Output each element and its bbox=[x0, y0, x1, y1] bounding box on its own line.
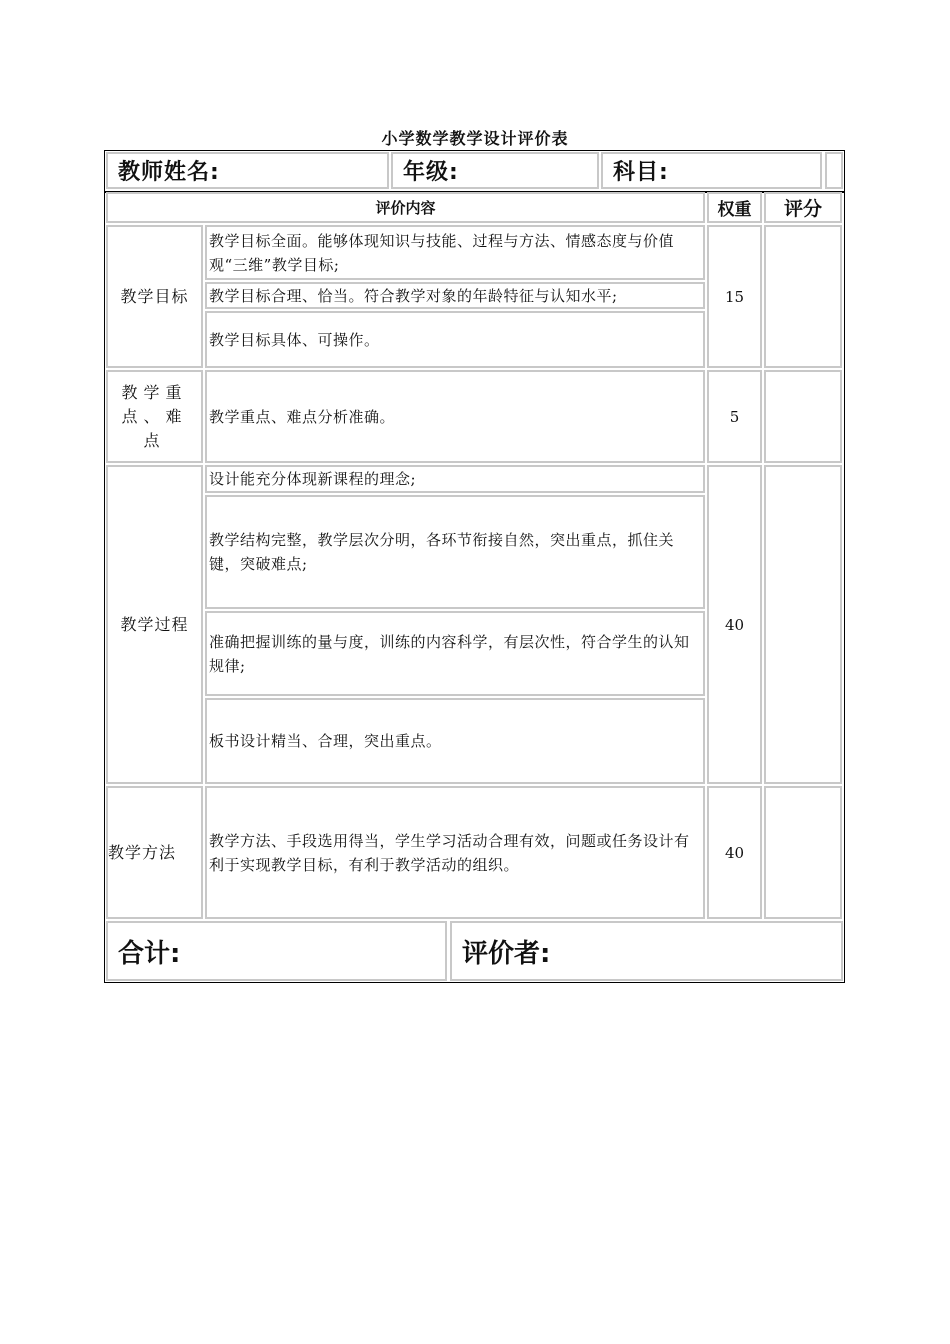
criterion-item: 准确把握训练的量与度，训练的内容科学，有层次性，符合学生的认知规律; bbox=[205, 611, 705, 696]
criterion-item: 教学目标全面。能够体现知识与技能、过程与方法、情感态度与价值观“三维”教学目标; bbox=[205, 225, 705, 280]
section-label-process: 教学过程 bbox=[106, 465, 203, 784]
criterion-item: 教学结构完整，教学层次分明，各环节衔接自然，突出重点，抓住关键，突破难点; bbox=[205, 495, 705, 609]
criterion-item: 教学目标具体、可操作。 bbox=[205, 311, 705, 368]
criterion-item: 教学方法、手段选用得当，学生学习活动合理有效，问题或任务设计有利于实现教学目标，有利于教学活动的组织。 bbox=[205, 786, 705, 919]
evaluator-cell[interactable] bbox=[450, 921, 843, 981]
evaluator-label: 评价者: bbox=[462, 938, 551, 969]
grade-cell[interactable] bbox=[391, 152, 599, 189]
criterion-item: 设计能充分体现新课程的理念; bbox=[205, 465, 705, 493]
weight-value: 40 bbox=[707, 786, 762, 919]
subject-label: 科目: bbox=[613, 160, 669, 185]
content-column-header: 评价内容 bbox=[106, 192, 705, 223]
score-column-header: 评分 bbox=[764, 192, 842, 223]
grade-label: 年级: bbox=[403, 160, 459, 185]
header-blank-cell bbox=[825, 152, 843, 189]
criterion-item: 教学重点、难点分析准确。 bbox=[205, 370, 705, 463]
section-label-objectives: 教学目标 bbox=[106, 225, 203, 368]
score-input-key-points[interactable] bbox=[764, 370, 842, 463]
criterion-item: 板书设计精当、合理，突出重点。 bbox=[205, 698, 705, 784]
criterion-item: 教学目标合理、恰当。符合教学对象的年龄特征与认知水平; bbox=[205, 282, 705, 309]
page-title: 小学数学教学设计评价表 bbox=[381, 129, 569, 148]
score-input-process[interactable] bbox=[764, 465, 842, 784]
section-label-methods: 教学方法 bbox=[106, 786, 203, 919]
teacher-name-cell[interactable] bbox=[106, 152, 389, 189]
weight-value: 15 bbox=[707, 225, 762, 368]
score-input-objectives[interactable] bbox=[764, 225, 842, 368]
subject-cell[interactable] bbox=[601, 152, 822, 189]
weight-value: 40 bbox=[707, 465, 762, 784]
section-label-key-points: 教学重点、难点 bbox=[106, 370, 203, 463]
weight-column-header: 权重 bbox=[707, 192, 762, 223]
total-cell[interactable] bbox=[106, 921, 447, 981]
weight-value: 5 bbox=[707, 370, 762, 463]
total-label: 合计: bbox=[118, 938, 181, 969]
teacher-name-label: 教师姓名: bbox=[118, 160, 220, 185]
score-input-methods[interactable] bbox=[764, 786, 842, 919]
